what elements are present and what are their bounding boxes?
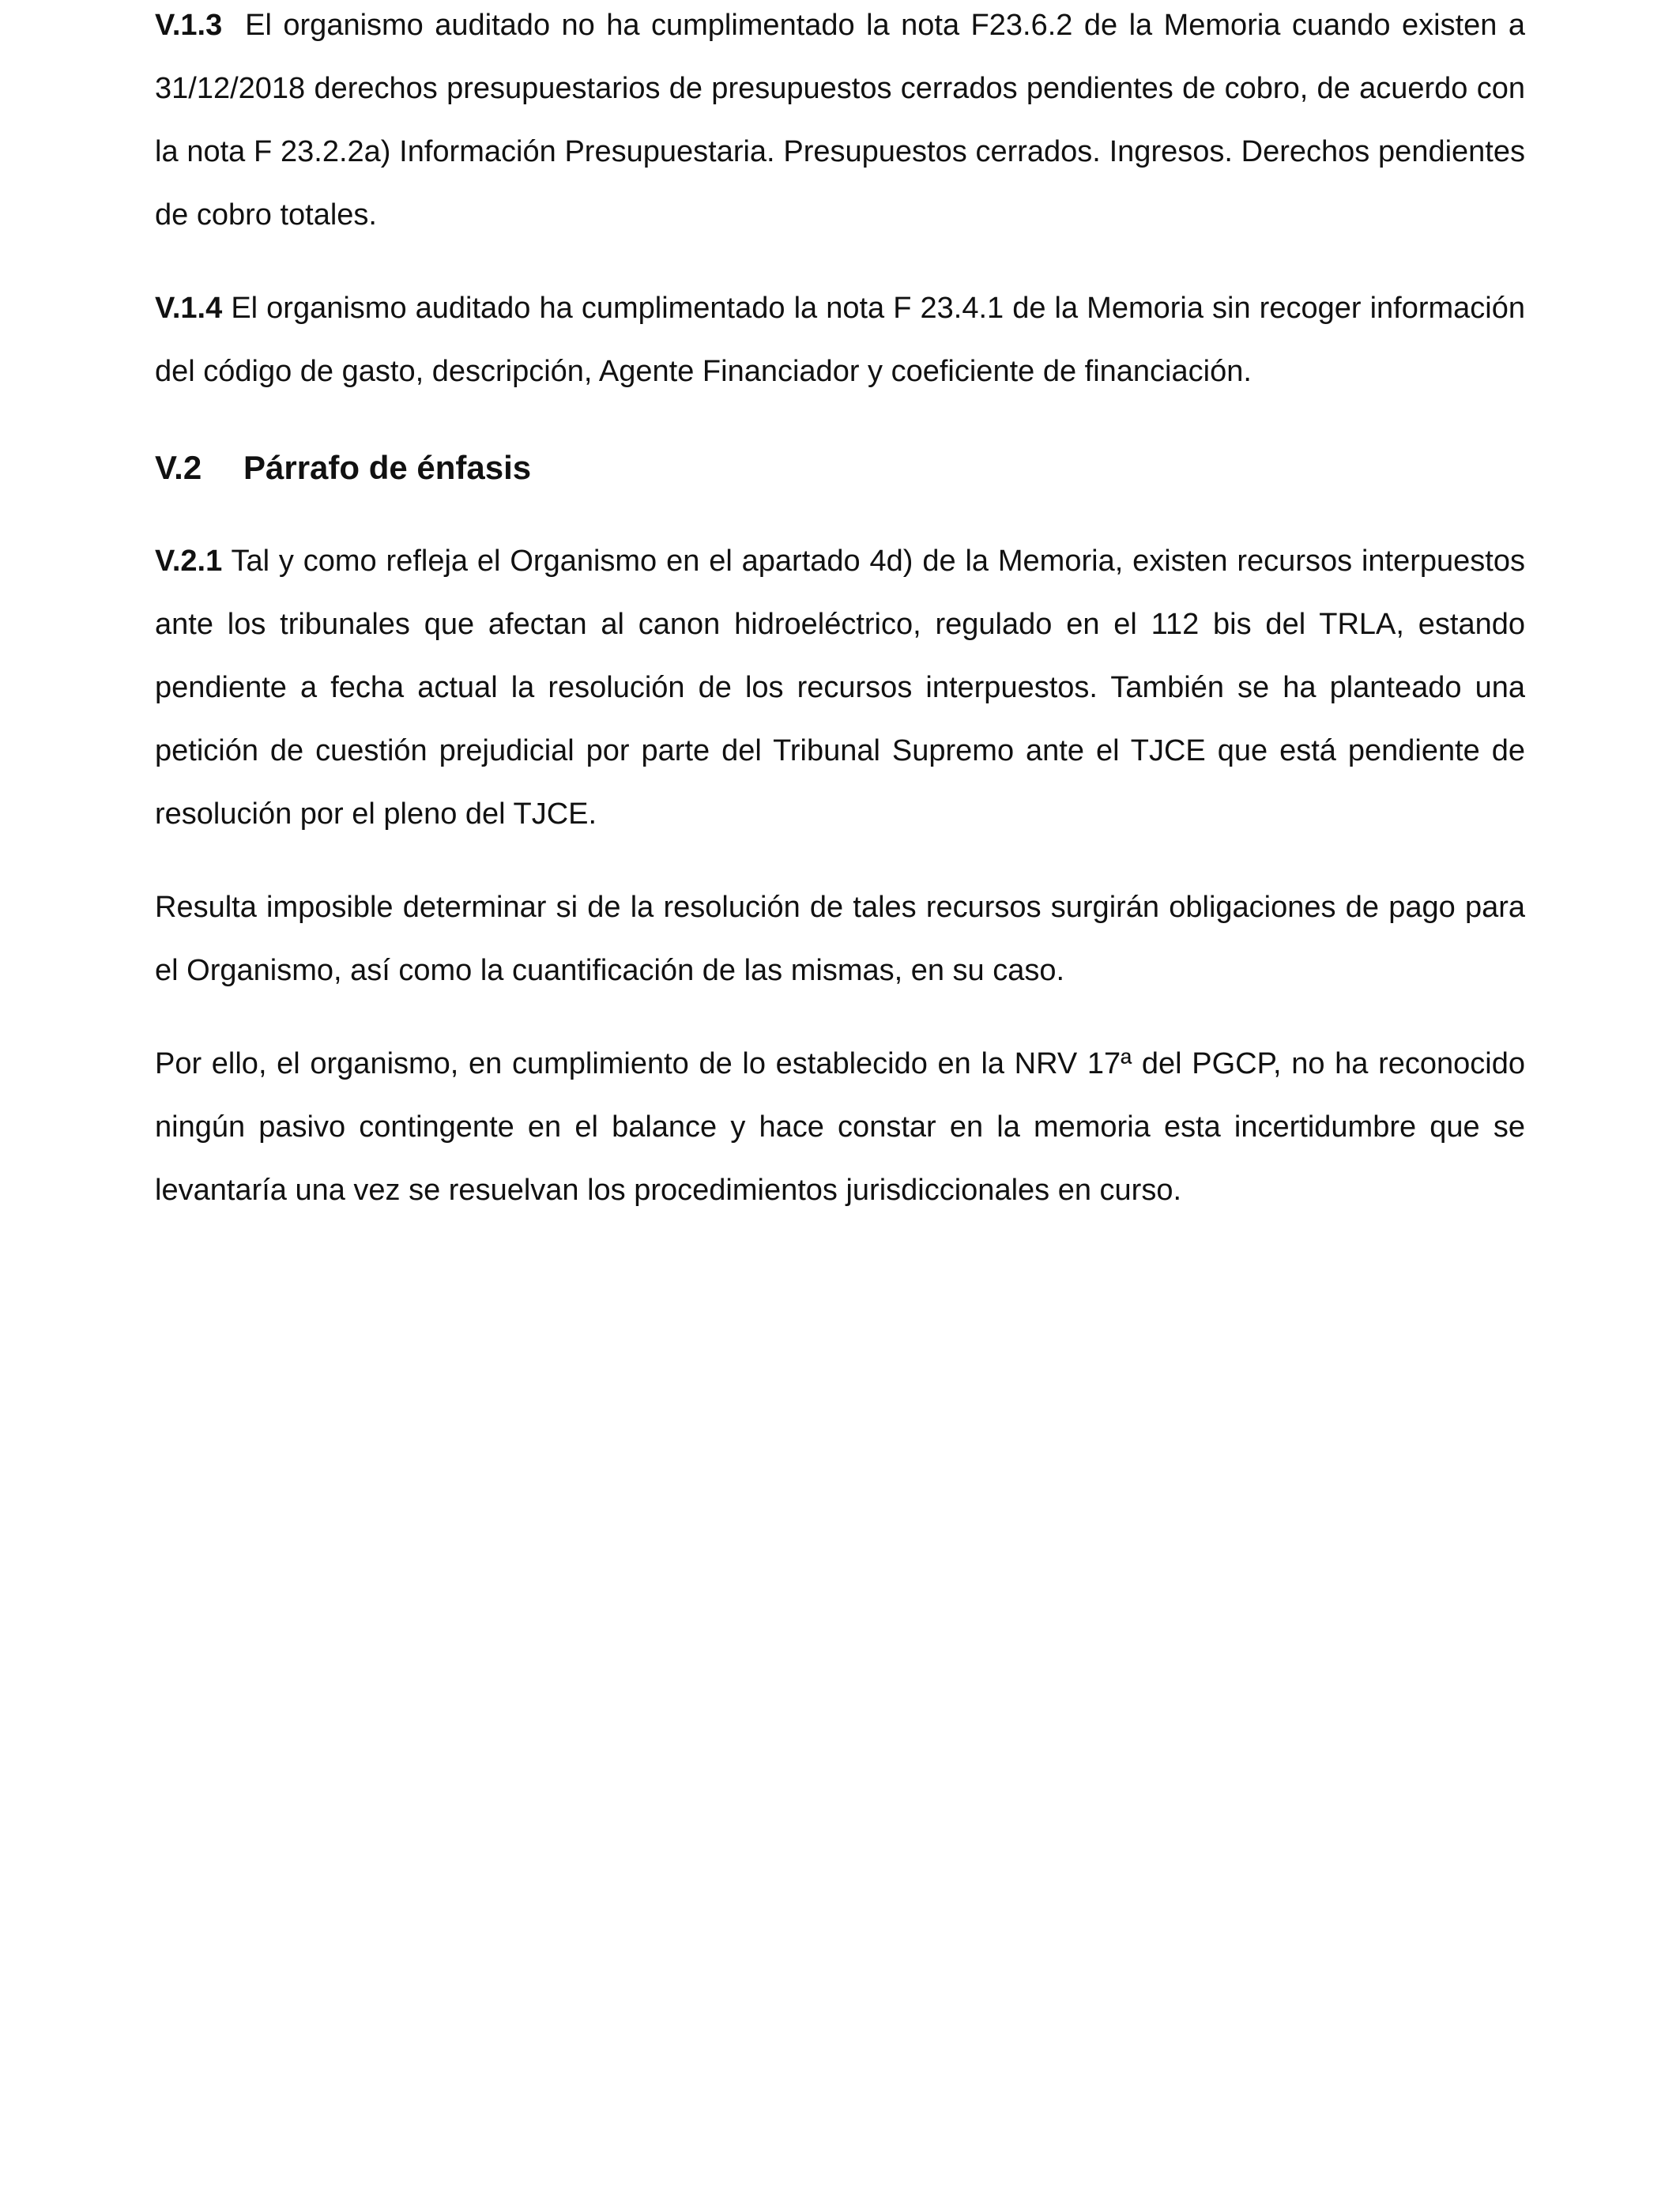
section-number: V.2 (155, 449, 202, 486)
section-title: Párrafo de énfasis (243, 449, 532, 486)
section-heading (155, 436, 1525, 499)
paragraph-v-1-3 (155, 0, 1525, 247)
paragraph-v-1-4 (155, 277, 1525, 403)
paragraph-resulta: Resulta imposible determinar si de la resolución de tales recursos surgirán obligaciones de pago para el Organismo, así como la cuantificación de las mismas, en su caso. (155, 891, 1525, 987)
paragraph-number: V.1.3 (155, 9, 223, 42)
paragraph-number: V.2.1 (155, 545, 223, 578)
document-body (155, 0, 1525, 1222)
paragraph-v-2-1 (155, 530, 1525, 846)
paragraph-number: V.1.4 (155, 292, 223, 325)
paragraph-por-ello: Por ello, el organismo, en cumplimiento de lo establecido en la NRV 17ª del PGCP, no ha reconocido ningún pasivo contingente en el balance y hace constar en la memoria esta incertidumbre que se levantaría una vez se resuelvan los procedimientos jurisdiccionales en curso. (155, 1047, 1525, 1207)
paragraph-text: El organismo auditado ha cumplimentado la nota F 23.4.1 de la Memoria sin recoger información del código de gasto, descripción, Agente Financiador y coeficiente de financiación. (155, 292, 1525, 388)
paragraph-text: Tal y como refleja el Organismo en el apartado 4d) de la Memoria, existen recursos interpuestos ante los tribunales que afectan al canon hidroeléctrico, regulado en el 112 bis del TRLA, estando pendiente a fecha actual la resolución de los recursos interpuestos. También se ha planteado una petición de cuestión prejudicial por parte del Tribunal Supremo ante el TJCE que está pendiente de resolución por el pleno del TJCE. (155, 545, 1525, 831)
paragraph-text: El organismo auditado no ha cumplimentado la nota F23.6.2 de la Memoria cuando existen a 31/12/2018 derechos presupuestarios de presupuestos cerrados pendientes de cobro, de acuerdo con la nota F 23.2.2a) Información Presupuestaria. Presupuestos cerrados. Ingresos. Derechos pendientes de cobro totales. (155, 9, 1525, 232)
